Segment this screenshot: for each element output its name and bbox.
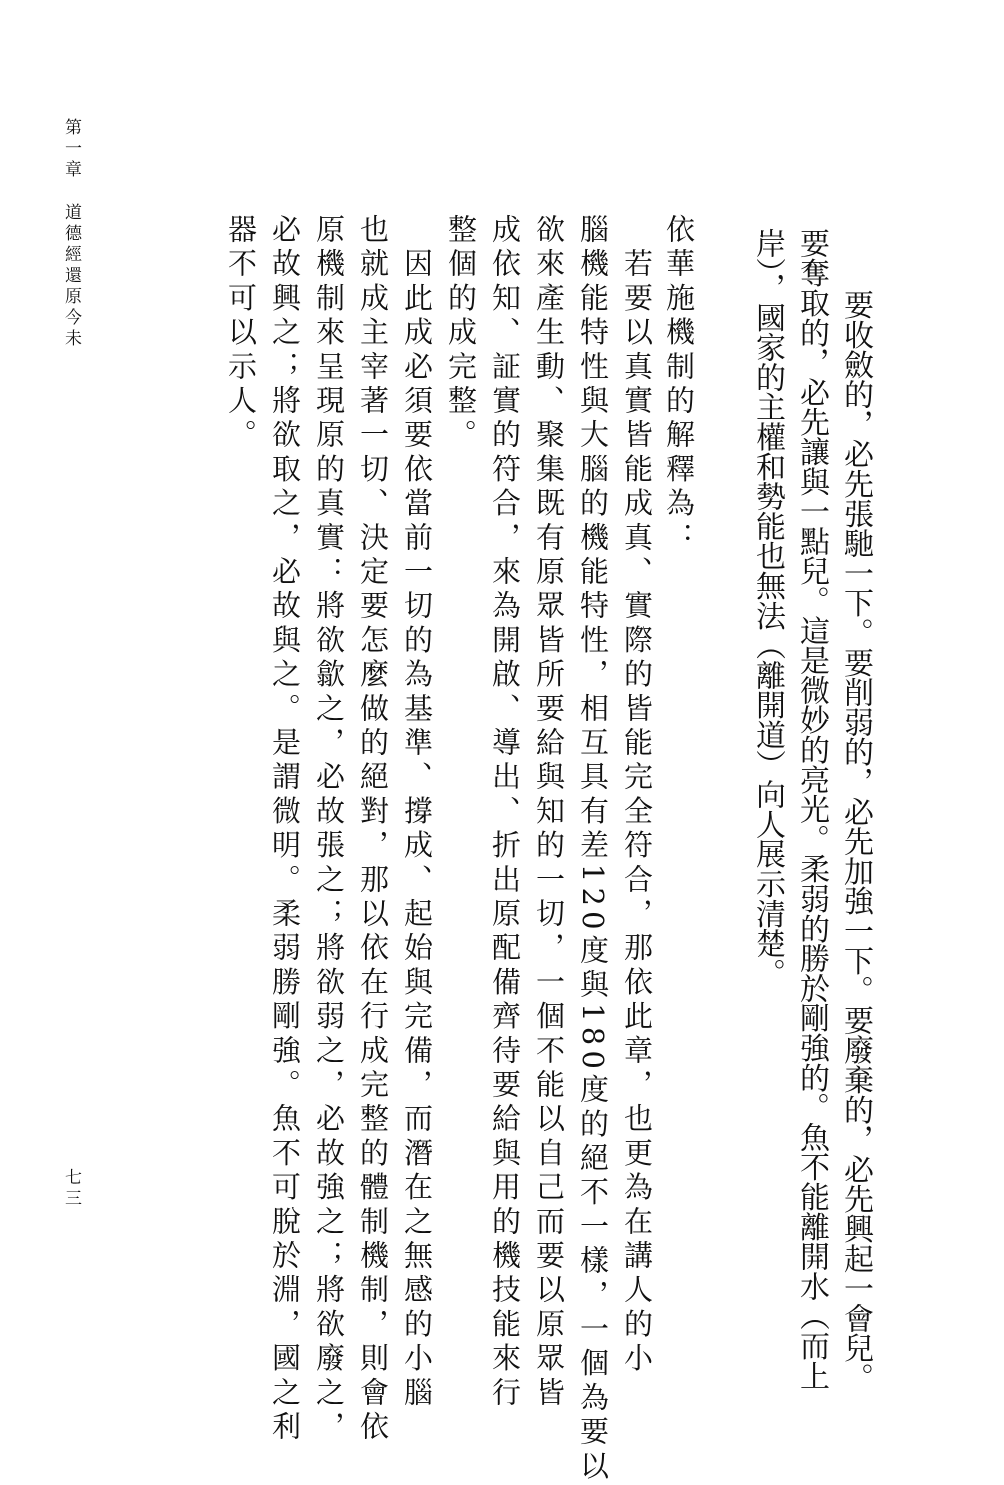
quote-column-2: 要奪取的，必先讓與一點兒。這是微妙的亮光。柔弱的勝於剛強的。魚不能離開水（而上 <box>794 228 829 1391</box>
chapter-label: 第一章 <box>61 118 81 181</box>
body-column-9: 原機制來呈現原的真實：將欲歙之，必故張之；將欲弱之，必故強之；將欲廢之， <box>312 214 346 1446</box>
body-column-10: 必故興之；將欲取之，必故與之。是謂微明。柔弱勝剛強。魚不可脫於淵，國之利 <box>268 214 302 1446</box>
body-column-1: 依華施機制的解釋為： <box>662 214 696 556</box>
body-column-2: 若要以真實皆能成真、實際的皆能完全符合，那依此章，也更為在講人的小 <box>620 214 654 1377</box>
body-column-11: 器不可以示人。 <box>224 214 258 454</box>
quote-column-3: 岸），國家的主權和勢能也無法（離開道）向人展示清楚。 <box>750 228 785 988</box>
body-column-3: 腦機能特性與大腦的機能特性，相互具有差120度與180度的絕不一樣，一個為要以 <box>576 214 610 1485</box>
body-column-8: 也就成主宰著一切、決定要怎麼做的絕對，那以依在行成完整的體制機制，則會依 <box>356 214 390 1446</box>
quote-column-1: 要收斂的，必先張馳一下。要削弱的，必先加強一下。要廢棄的，必先興起一會兒。 <box>838 260 873 1393</box>
body-column-4: 欲來產生動、聚集既有原眾皆所要給與知的一切，一個不能以自己而要以原眾皆 <box>532 214 566 1411</box>
page-number: 七三 <box>61 1168 81 1210</box>
body-column-5: 成依知、証實的符合，來為開啟、導出、折出原配備齊待要給與用的機技能來行 <box>488 214 522 1411</box>
body-column-6: 整個的成完整。 <box>444 214 478 454</box>
body-column-7: 因此成必須要依當前一切的為基準、撐成、起始與完備，而潛在之無感的小腦 <box>400 214 434 1411</box>
book-title: 道德經還原今未 <box>61 203 81 350</box>
